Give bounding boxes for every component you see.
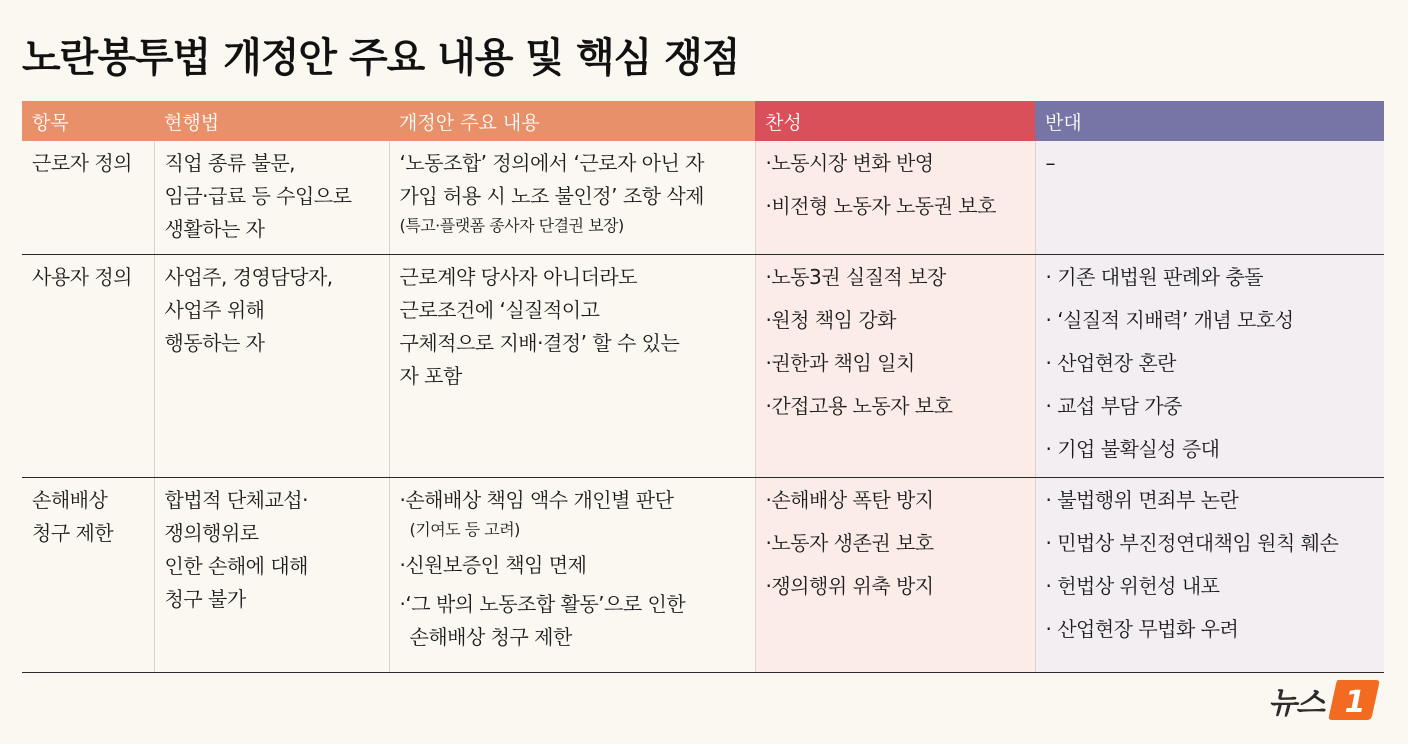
pro-item: ·간접고용 노동자 보호 — [765, 394, 953, 418]
news1-logo — [1268, 678, 1380, 722]
current-line: 합법적 단체교섭· — [164, 488, 308, 512]
cell-current — [154, 141, 389, 255]
pro-item: ·권한과 책임 일치 — [765, 351, 915, 375]
con-item: · 기업 불확실성 증대 — [1045, 437, 1220, 461]
cell-pro — [755, 478, 1035, 673]
pro-item: ·쟁의행위 위축 방지 — [765, 574, 934, 598]
current-line: 인한 손해에 대해 — [164, 554, 308, 578]
cell-item — [22, 141, 154, 255]
con-item: · 민법상 부진정연대책임 원칙 훼손 — [1045, 531, 1339, 555]
header-con: 반대 — [1035, 101, 1384, 141]
amend-line: 가입 허용 시 노조 불인정’ 조항 삭제 — [399, 184, 704, 208]
page-title: 노란봉투법 개정안 주요 내용 및 핵심 쟁점 — [22, 35, 740, 81]
pro-item: ·노동자 생존권 보호 — [765, 531, 934, 555]
current-line: 직업 종류 불문, — [164, 151, 295, 175]
comparison-table — [22, 101, 1384, 673]
cell-item — [22, 255, 154, 478]
pro-item: ·비전형 노동자 노동권 보호 — [765, 194, 996, 218]
table-row — [22, 141, 1384, 255]
amend-note: (기여도 등 고려) — [409, 520, 520, 539]
item-label: 손해배상 — [32, 488, 108, 512]
cell-pro — [755, 255, 1035, 478]
current-line: 사업주 위해 — [164, 298, 265, 322]
item-label: 청구 제한 — [32, 521, 114, 545]
cell-current — [154, 478, 389, 673]
header-amendment: 개정안 주요 내용 — [389, 101, 755, 141]
current-line: 행동하는 자 — [164, 331, 265, 355]
con-item: · 불법행위 면죄부 논란 — [1045, 488, 1239, 512]
con-item: · ‘실질적 지배력’ 개념 모호성 — [1045, 308, 1294, 332]
amend-bullet: ·‘그 밖의 노동조합 활동’으로 인한 — [399, 592, 686, 616]
current-line: 청구 불가 — [164, 587, 246, 611]
amend-line: 근로조건에 ‘실질적이고 — [399, 298, 600, 322]
cell-amendment — [389, 141, 755, 255]
amend-line: 근로계약 당사자 아니더라도 — [399, 265, 638, 289]
con-item: · 산업현장 혼란 — [1045, 351, 1176, 375]
cell-con — [1035, 141, 1384, 255]
table-row — [22, 478, 1384, 673]
cell-con — [1035, 255, 1384, 478]
cell-item — [22, 478, 154, 673]
logo-mark-text: 1 — [1344, 685, 1366, 720]
con-item: · 기존 대법원 판례와 충돌 — [1045, 265, 1263, 289]
pro-item: ·손해배상 폭탄 방지 — [765, 488, 934, 512]
amend-note: (특고·플랫폼 종사자 단결권 보장) — [399, 216, 624, 235]
amend-line: 구체적으로 지배·결정’ 할 수 있는 — [399, 331, 680, 355]
current-line: 사업주, 경영담당자, — [164, 265, 333, 289]
cell-current — [154, 255, 389, 478]
table-header-row — [22, 101, 1384, 141]
amend-bullet-cont: 손해배상 청구 제한 — [409, 625, 572, 649]
header-current-law: 현행법 — [154, 101, 389, 141]
pro-item: ·노동시장 변화 반영 — [765, 151, 934, 175]
current-line: 생활하는 자 — [164, 217, 265, 241]
amend-line: ‘노동조합’ 정의에서 ‘근로자 아닌 자 — [399, 151, 704, 175]
con-item: · 교섭 부담 가중 — [1045, 394, 1182, 418]
item-label: 근로자 정의 — [32, 151, 132, 175]
amend-bullet: ·손해배상 책임 액수 개인별 판단 — [399, 488, 674, 512]
con-item: – — [1045, 151, 1055, 175]
logo-mark-icon — [1328, 678, 1380, 722]
current-line: 임금·급료 등 수입으로 — [164, 184, 352, 208]
item-label: 사용자 정의 — [32, 265, 132, 289]
con-item: · 헌법상 위헌성 내포 — [1045, 574, 1220, 598]
cell-con — [1035, 478, 1384, 673]
pro-item: ·원청 책임 강화 — [765, 308, 896, 332]
cell-amendment — [389, 255, 755, 478]
logo-text: 뉴스 — [1268, 686, 1324, 721]
cell-pro — [755, 141, 1035, 255]
amend-line: 자 포함 — [399, 364, 462, 388]
pro-item: ·노동3권 실질적 보장 — [765, 265, 946, 289]
header-item: 항목 — [22, 101, 154, 141]
cell-amendment — [389, 478, 755, 673]
table-row — [22, 255, 1384, 478]
amend-bullet: ·신원보증인 책임 면제 — [399, 553, 587, 577]
con-item: · 산업현장 무법화 우려 — [1045, 617, 1239, 641]
current-line: 쟁의행위로 — [164, 521, 259, 545]
header-pro: 찬성 — [755, 101, 1035, 141]
